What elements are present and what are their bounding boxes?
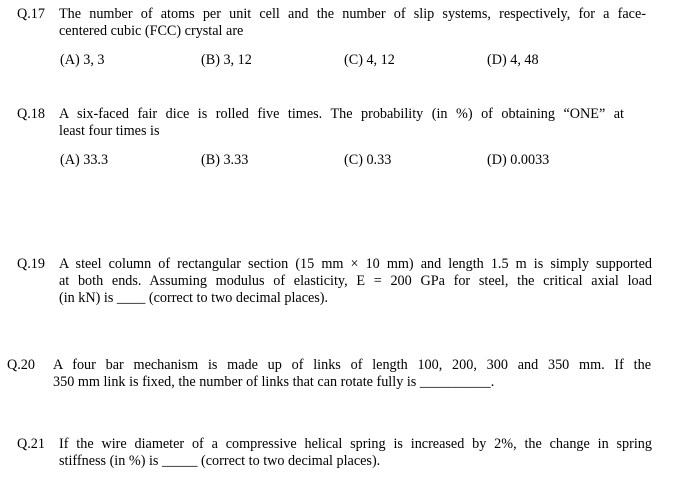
option-b: (B) 3.33 bbox=[201, 152, 249, 168]
question-number: Q.20 bbox=[7, 357, 35, 373]
option-d: (D) 4, 48 bbox=[487, 52, 539, 68]
question-text bbox=[59, 256, 652, 307]
option-d: (D) 0.0033 bbox=[487, 152, 550, 168]
question-text bbox=[53, 357, 651, 391]
question-19 bbox=[17, 256, 662, 311]
question-line: The number of atoms per unit cell and the number of slip systems, respectively, for a face- bbox=[59, 6, 646, 22]
question-line: stiffness (in %) is _____ (correct to two decimal places). bbox=[59, 453, 381, 469]
question-21 bbox=[17, 436, 662, 476]
question-line: If the wire diameter of a compressive helical spring is increased by 2%, the change in spring bbox=[59, 436, 652, 452]
option-b: (B) 3, 12 bbox=[201, 52, 252, 68]
question-line: A four bar mechanism is made up of links of length 100, 200, 300 and 350 mm. If the bbox=[53, 357, 651, 373]
question-18 bbox=[17, 106, 657, 176]
question-line: A six-faced fair dice is rolled five times. The probability (in %) of obtaining “ONE” at bbox=[59, 106, 624, 122]
question-number: Q.18 bbox=[17, 106, 45, 122]
question-line: 350 mm link is fixed, the number of links that can rotate fully is __________. bbox=[53, 374, 495, 390]
option-a: (A) 33.3 bbox=[60, 152, 109, 168]
question-line: centered cubic (FCC) crystal are bbox=[59, 23, 244, 39]
question-text bbox=[59, 106, 624, 140]
question-line: A steel column of rectangular section (15 mm × 10 mm) and length 1.5 m is simply supported bbox=[59, 256, 652, 272]
question-line: (in kN) is ____ (correct to two decimal places). bbox=[59, 290, 329, 306]
question-17 bbox=[17, 6, 657, 76]
question-line: least four times is bbox=[59, 123, 160, 139]
question-20 bbox=[7, 357, 657, 397]
question-number: Q.19 bbox=[17, 256, 45, 272]
question-text bbox=[59, 6, 646, 40]
option-c: (C) 4, 12 bbox=[344, 52, 395, 68]
question-line: at both ends. Assuming modulus of elasticity, E = 200 GPa for steel, the critical axial load bbox=[59, 273, 652, 289]
question-number: Q.21 bbox=[17, 436, 45, 452]
question-text bbox=[59, 436, 652, 470]
option-c: (C) 0.33 bbox=[344, 152, 392, 168]
option-a: (A) 3, 3 bbox=[60, 52, 105, 68]
question-number: Q.17 bbox=[17, 6, 45, 22]
